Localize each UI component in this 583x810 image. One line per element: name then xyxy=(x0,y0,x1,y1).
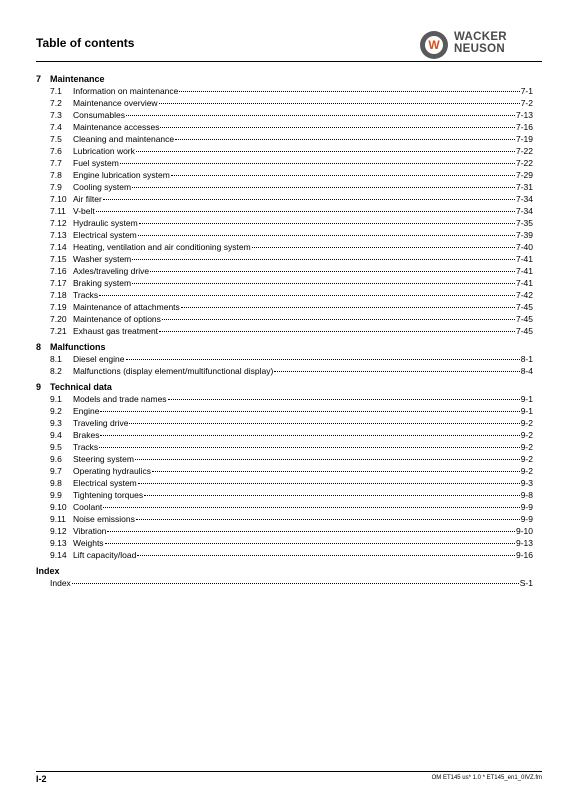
toc-dot-leader xyxy=(138,475,520,484)
toc-dot-leader xyxy=(139,215,515,224)
toc-entry-title: Axles/traveling drive xyxy=(73,266,150,276)
toc-entry-number: 9.6 xyxy=(50,454,62,464)
toc-entry-title: Noise emissions xyxy=(73,514,135,524)
toc-entry-number: 8.2 xyxy=(50,366,62,376)
toc-entry-number: 7.11 xyxy=(50,206,66,216)
toc-entry-title: Vibration xyxy=(73,526,107,536)
toc-dot-leader xyxy=(99,287,515,296)
toc-entry-title: Hydraulic system xyxy=(73,218,138,228)
toc-entry-number: 7.4 xyxy=(50,122,62,132)
toc-entry-title: Consumables xyxy=(73,110,125,120)
toc-entry-number: 7.8 xyxy=(50,170,62,180)
toc-entry-number: 9.14 xyxy=(50,550,67,560)
toc-entry-number: 9.11 xyxy=(50,514,66,524)
toc-entry-number: 9.8 xyxy=(50,478,62,488)
toc-entry-page: 7-45 xyxy=(515,314,533,324)
toc-entry-number: 7.19 xyxy=(50,302,67,312)
toc-entry-number: 7.2 xyxy=(50,98,62,108)
toc-chapter-number: 7 xyxy=(36,74,42,84)
toc-entry-page: 7-34 xyxy=(515,194,533,204)
toc-entry-number: 9.5 xyxy=(50,442,62,452)
toc-dot-leader xyxy=(160,119,515,128)
toc-dot-leader xyxy=(159,95,520,104)
toc-entry-number: 7.10 xyxy=(50,194,67,204)
toc-dot-leader xyxy=(179,83,519,92)
toc-entry[interactable] xyxy=(36,549,533,561)
toc-entry-page: 7-41 xyxy=(515,266,533,276)
toc-dot-leader xyxy=(162,311,515,320)
toc-entry-number: 9.7 xyxy=(50,466,62,476)
toc-dot-leader xyxy=(126,107,515,116)
toc-entry-title: Index xyxy=(50,578,71,588)
toc-entry-title: Operating hydraulics xyxy=(73,466,151,476)
toc-entry-number: 9.9 xyxy=(50,490,62,500)
footer-document-reference: OM ET145 us* 1.0 * ET145_en1_0IVZ.fm xyxy=(431,775,542,781)
toc-chapter xyxy=(36,341,533,377)
toc-dot-leader xyxy=(175,131,515,140)
toc-chapter-number: 9 xyxy=(36,382,42,392)
toc-entry-number: 9.10 xyxy=(50,502,67,512)
toc-entry-number: 7.1 xyxy=(50,86,62,96)
toc-entry-number: 9.1 xyxy=(50,394,62,404)
toc-dot-leader xyxy=(96,203,515,212)
toc-entry-page: 7-45 xyxy=(515,326,533,336)
toc-entry-number: 9.12 xyxy=(50,526,67,536)
toc-dot-leader xyxy=(159,323,515,332)
toc-entry-title: Brakes xyxy=(73,430,100,440)
toc-dot-leader xyxy=(100,427,519,436)
toc-entry-title: Engine lubrication system xyxy=(73,170,170,180)
toc-entry-page: 7-1 xyxy=(520,86,533,96)
toc-chapter-title: Maintenance xyxy=(50,74,105,84)
logo-line-2: NEUSON xyxy=(454,42,506,55)
toc-dot-leader xyxy=(135,451,520,460)
toc-entry-title: Tracks xyxy=(73,442,99,452)
toc-entry-page: 8-1 xyxy=(520,354,533,364)
toc-entry-number: 7.12 xyxy=(50,218,67,228)
toc-entry-title: Coolant xyxy=(73,502,103,512)
toc-dot-leader xyxy=(132,275,515,284)
toc-entry-page: 7-40 xyxy=(515,242,533,252)
toc-entry-title: Electrical system xyxy=(73,478,137,488)
toc-entry-page: 9-2 xyxy=(520,418,533,428)
toc-dot-leader xyxy=(103,191,515,200)
toc-entry-title: Engine xyxy=(73,406,100,416)
toc-entry-number: 7.5 xyxy=(50,134,62,144)
page-title: Table of contents xyxy=(36,36,135,50)
toc-dot-leader xyxy=(126,351,520,360)
toc-entry-page: 7-22 xyxy=(515,146,533,156)
toc-entry[interactable] xyxy=(36,365,533,377)
toc-entry-page: 7-29 xyxy=(515,170,533,180)
toc-entry-number: 7.15 xyxy=(50,254,67,264)
header-divider xyxy=(36,61,542,62)
toc-chapter xyxy=(36,565,533,589)
toc-entry-number: 7.21 xyxy=(50,326,67,336)
toc-entry-page: 7-19 xyxy=(515,134,533,144)
logo-mark-letter: W xyxy=(428,38,440,52)
toc-entry-number: 7.20 xyxy=(50,314,67,324)
toc-entry-page: 7-2 xyxy=(520,98,533,108)
toc-entry-title: Weights xyxy=(73,538,104,548)
toc-dot-leader xyxy=(171,167,515,176)
toc-entry-page: 9-9 xyxy=(520,514,533,524)
toc-dot-leader xyxy=(144,487,520,496)
toc-dot-leader xyxy=(168,391,520,400)
toc-entry-page: 7-31 xyxy=(515,182,533,192)
toc-entry-page: 7-16 xyxy=(515,122,533,132)
toc-dot-leader xyxy=(136,143,515,152)
toc-entry-title: Fuel system xyxy=(73,158,119,168)
toc-dot-leader xyxy=(72,575,519,584)
toc-entry-number: 7.13 xyxy=(50,230,67,240)
toc-entry-number: 7.14 xyxy=(50,242,67,252)
toc-entry-page: 7-34 xyxy=(515,206,533,216)
toc-entry-title: Air filter xyxy=(73,194,102,204)
toc-entry-title: Cooling system xyxy=(73,182,132,192)
toc-entry-title: Braking system xyxy=(73,278,132,288)
toc-entry-page: 7-35 xyxy=(515,218,533,228)
toc-entry-page: 9-3 xyxy=(520,478,533,488)
toc-entry-title: Information on maintenance xyxy=(73,86,179,96)
toc-dot-leader xyxy=(120,155,515,164)
toc-entry[interactable] xyxy=(36,577,533,589)
toc-entry-title: Electrical system xyxy=(73,230,137,240)
toc-entry-number: 7.7 xyxy=(50,158,62,168)
toc-entry-page: 9-10 xyxy=(515,526,533,536)
toc-dot-leader xyxy=(150,263,515,272)
logo-wordmark xyxy=(454,32,507,55)
toc-entry-page: 9-2 xyxy=(520,454,533,464)
toc-entry-number: 7.18 xyxy=(50,290,67,300)
toc-chapter-title: Malfunctions xyxy=(50,342,106,352)
toc-dot-leader xyxy=(129,415,519,424)
footer-divider xyxy=(36,771,542,772)
toc-dot-leader xyxy=(152,463,520,472)
toc-entry-page: 9-8 xyxy=(520,490,533,500)
toc-chapter-number: 8 xyxy=(36,342,42,352)
toc-entry-number: 7.9 xyxy=(50,182,62,192)
toc-entry-title: Cleaning and maintenance xyxy=(73,134,175,144)
toc-entry-title: V-belt xyxy=(73,206,95,216)
toc-entry-number: 8.1 xyxy=(50,354,62,364)
toc-entry-title: Lift capacity/load xyxy=(73,550,137,560)
toc-entry[interactable] xyxy=(36,325,533,337)
toc-entry-title: Steering system xyxy=(73,454,134,464)
toc-entry-title: Malfunctions (display element/multifunctional display) xyxy=(73,366,274,376)
toc-entry-page: 9-16 xyxy=(515,550,533,560)
toc-dot-leader xyxy=(107,523,515,532)
toc-entry-page: 8-4 xyxy=(520,366,533,376)
toc-entry-title: Traveling drive xyxy=(73,418,129,428)
toc-dot-leader xyxy=(105,535,515,544)
toc-entry-page: 9-9 xyxy=(520,502,533,512)
toc-dot-leader xyxy=(99,439,520,448)
toc-entry-number: 7.3 xyxy=(50,110,62,120)
toc-entry-number: 7.16 xyxy=(50,266,67,276)
toc-entry-page: 7-42 xyxy=(515,290,533,300)
toc-entry-number: 9.2 xyxy=(50,406,62,416)
toc-dot-leader xyxy=(138,227,515,236)
toc-dot-leader xyxy=(100,403,519,412)
toc-entry-title: Exhaust gas treatment xyxy=(73,326,159,336)
toc-entry-page: 7-45 xyxy=(515,302,533,312)
footer-page-number: I-2 xyxy=(36,774,47,784)
toc-entry-title: Lubrication work xyxy=(73,146,135,156)
toc-dot-leader xyxy=(132,251,515,260)
toc-entry-title: Maintenance accesses xyxy=(73,122,160,132)
toc-chapter xyxy=(36,73,533,337)
toc-entry-page: 9-13 xyxy=(515,538,533,548)
wacker-neuson-logo xyxy=(420,28,540,60)
toc-chapter-title: Index xyxy=(36,566,60,576)
toc-entry-number: 9.4 xyxy=(50,430,62,440)
logo-mark-icon xyxy=(420,31,448,59)
toc-dot-leader xyxy=(136,511,520,520)
toc-entry-number: 7.17 xyxy=(50,278,67,288)
toc-entry-number: 9.3 xyxy=(50,418,62,428)
toc-entry-title: Diesel engine xyxy=(73,354,125,364)
toc-entry-title: Tracks xyxy=(73,290,99,300)
toc-entry-page: 9-1 xyxy=(520,406,533,416)
toc-entry-number: 9.13 xyxy=(50,538,67,548)
toc-entry-page: 9-2 xyxy=(520,466,533,476)
toc-chapter-title: Technical data xyxy=(50,382,112,392)
toc-dot-leader xyxy=(181,299,515,308)
toc-dot-leader xyxy=(137,547,515,556)
toc-entry-title: Washer system xyxy=(73,254,132,264)
toc-entry-title: Maintenance of attachments xyxy=(73,302,180,312)
toc-dot-leader xyxy=(132,179,515,188)
toc-dot-leader xyxy=(103,499,519,508)
toc-entry-title: Tightening torques xyxy=(73,490,144,500)
toc-entry-page: 9-2 xyxy=(520,430,533,440)
toc-dot-leader xyxy=(274,363,519,372)
toc-entry-title: Heating, ventilation and air conditioning system xyxy=(73,242,251,252)
logo-line-1: WACKER xyxy=(454,31,507,43)
toc-entry-page: 7-39 xyxy=(515,230,533,240)
toc-entry-title: Maintenance of options xyxy=(73,314,161,324)
toc-entry-title: Models and trade names xyxy=(73,394,167,404)
toc-entry-page: 7-41 xyxy=(515,254,533,264)
toc-entry-title: Maintenance overview xyxy=(73,98,158,108)
toc-entry-page: 7-13 xyxy=(515,110,533,120)
table-of-contents xyxy=(36,73,533,593)
toc-entry-page: 9-1 xyxy=(520,394,533,404)
toc-entry-page: S-1 xyxy=(519,578,533,588)
toc-entry-page: 7-41 xyxy=(515,278,533,288)
toc-dot-leader xyxy=(252,239,515,248)
toc-entry-number: 7.6 xyxy=(50,146,62,156)
toc-chapter xyxy=(36,381,533,561)
toc-entry-page: 7-22 xyxy=(515,158,533,168)
toc-entry-page: 9-2 xyxy=(520,442,533,452)
